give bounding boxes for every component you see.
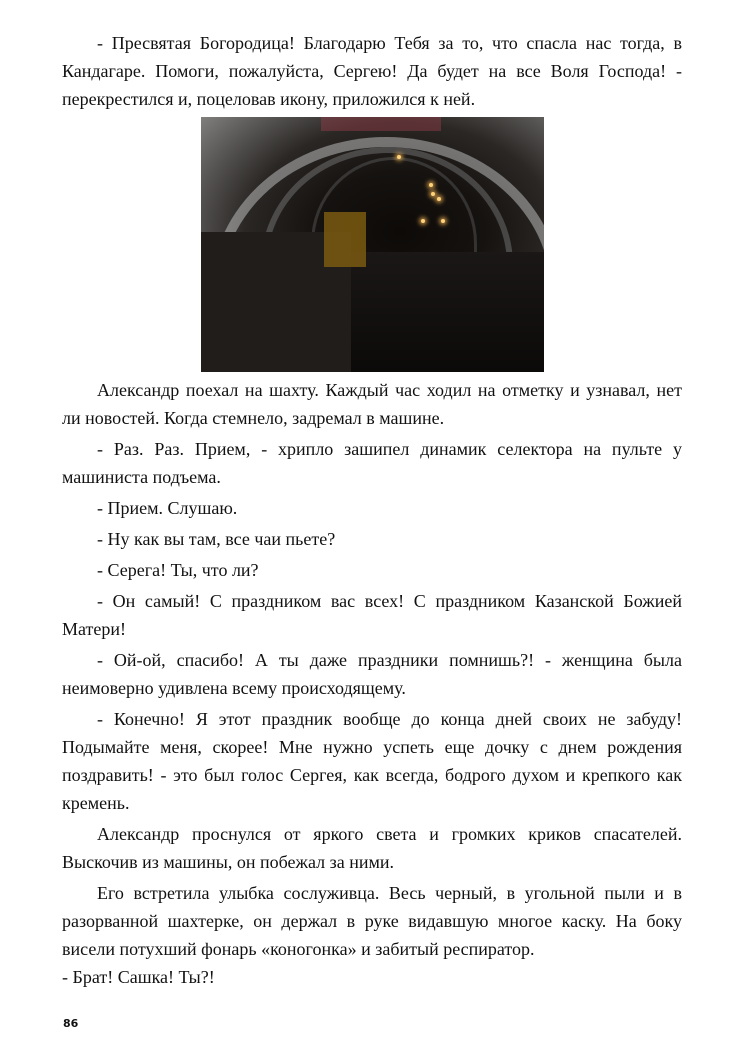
paragraph: - Ну как вы там, все чаи пьете? (97, 529, 336, 549)
paragraph: Александр поехал на шахту. Каждый час ходил на отметку и узнавал, нет ли новостей. Когда стемнело, задремал в машине. (62, 380, 682, 428)
lamp-light (429, 183, 433, 187)
paragraph: - Серега! Ты, что ли? (97, 560, 259, 580)
paragraph: Александр проснулся от яркого света и громких криков спасателей. Выскочив из машины, он побежал за ними. (62, 824, 682, 872)
paragraph: - Ой-ой, спасибо! А ты даже праздники помнишь?! - женщина была неимоверно удивлена всему происходящему. (62, 650, 682, 698)
lamp-light (421, 219, 425, 223)
page-number: 86 (63, 1017, 79, 1030)
paragraph: - Он самый! С праздником вас всех! С праздником Казанской Божией Матери! (62, 591, 682, 639)
paragraph: Его встретила улыбка сослуживца. Весь черный, в угольной пыли и в разорванной шахтерке, он держал в руке видавшую многое каску. На боку висели потухший фонарь «коногонка» и забитый респиратор. (62, 883, 682, 959)
lamp-light (397, 155, 401, 159)
mine-tunnel-photo (201, 117, 544, 372)
photo-detail (321, 117, 441, 131)
paragraph: - Конечно! Я этот праздник вообще до конца дней своих не забуду! Подымайте меня, скорее! Мне нужно успеть еще дочку с днем рождения поздравить! - это был голос Сергея, как всегда, бодрого духом и крепкого как кремень. (62, 709, 682, 813)
lamp-light (441, 219, 445, 223)
lamp-light (437, 197, 441, 201)
paragraph: - Прием. Слушаю. (97, 498, 238, 518)
paragraph-final-line: - Брат! Сашка! Ты?! (62, 967, 215, 987)
lamp-light (431, 192, 435, 196)
page-body (62, 29, 682, 991)
photo-detail (324, 212, 366, 267)
paragraph: - Пресвятая Богородица! Благодарю Тебя за то, что спасла нас тогда, в Кандагаре. Помоги, пожалуйста, Сергею! Да будет на все Воля Господа! - перекрестился и, поцеловав икону, приложился к ней. (62, 33, 682, 109)
paragraph: - Раз. Раз. Прием, - хрипло зашипел динамик селектора на пульте у машиниста подъема. (62, 439, 682, 487)
